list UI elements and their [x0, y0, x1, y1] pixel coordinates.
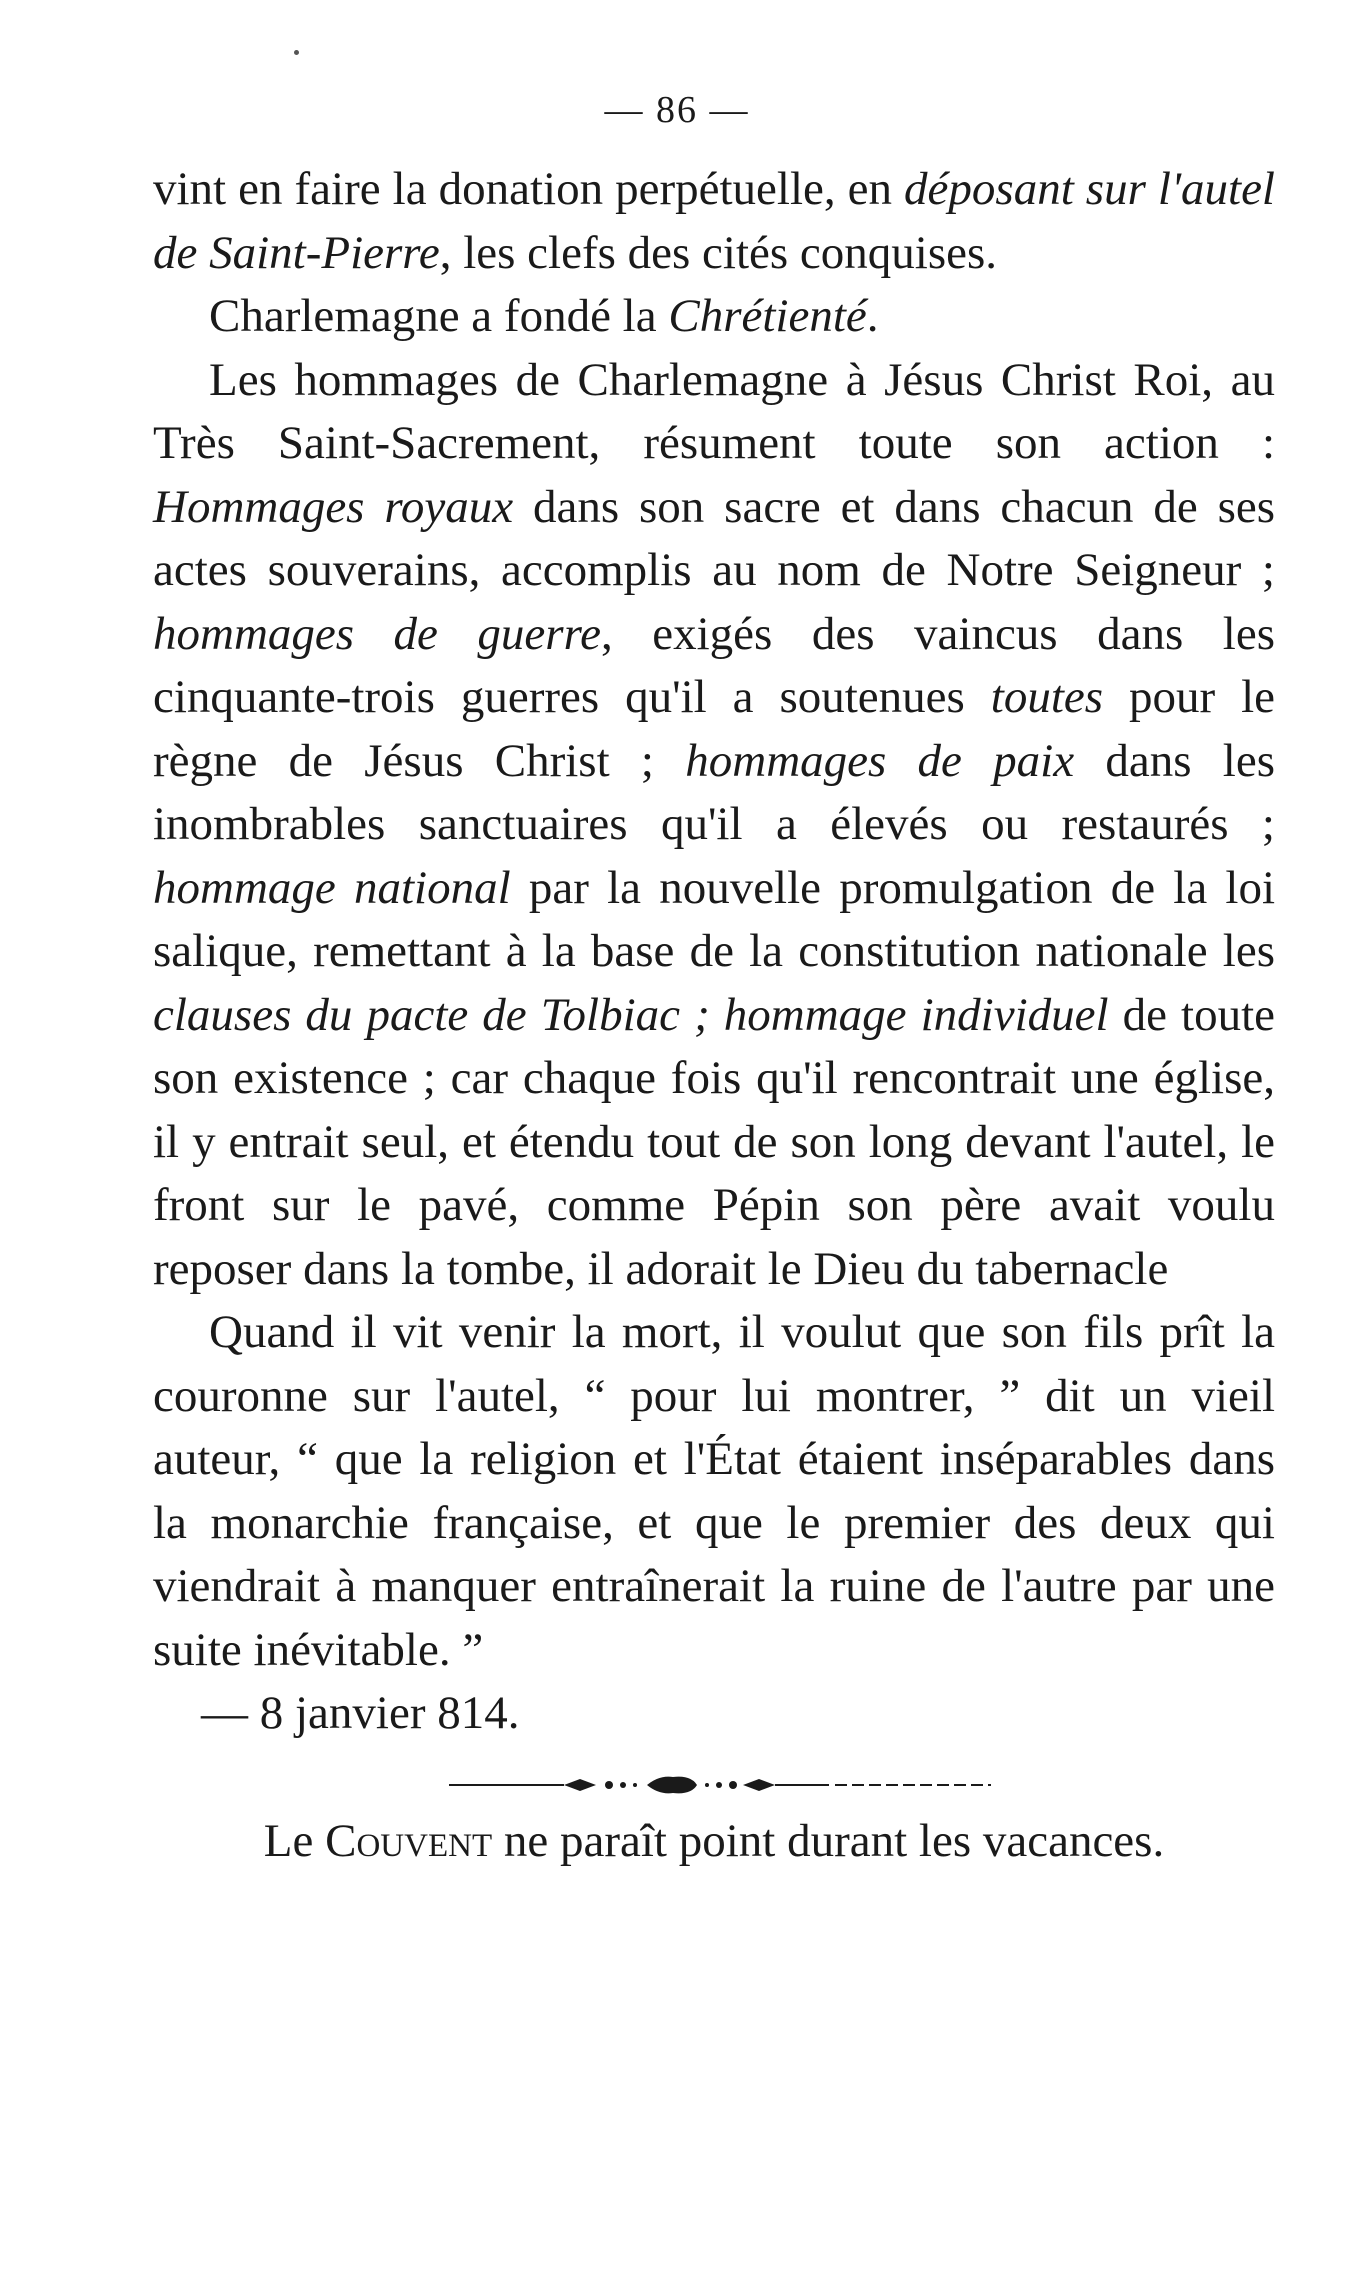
paragraph-2: [153, 285, 1275, 349]
italic-phrase: toutes: [990, 671, 1104, 723]
text-run: de toute son existence ; car chaque fois qu'il rencontrait une église, il y entrait seul, et étendu tout de son long devant l'autel, le front sur le pavé, comme Pépin son père avait voulu reposer dans la tombe, il adorait le Dieu du tabernacle: [153, 988, 1275, 1295]
text-run: , les clefs des cités conquises.: [439, 226, 998, 279]
date-line: — 8 janvier 814.: [201, 1687, 520, 1739]
page-number: — 86 —: [604, 89, 750, 131]
text-run: Quand il vit venir la mort, il voulut que son fils prît la couronne sur l'autel, “ pour lui montrer, ” dit un vieil auteur, “ que la religion et l'État étaient inséparables dans la monarchie française, et que le premier des deux qui viendrait à manquer entraînerait la ruine de l'autre par une suite inévitable. ”: [153, 1306, 1275, 1676]
text-run: , exigés des vaincus dans les cinquante-trois guerres qu'il a soutenues: [153, 607, 1275, 723]
notice-couvent: Couvent: [325, 1814, 493, 1867]
italic-phrase: Hommages royaux: [153, 480, 514, 533]
text-run: .: [866, 290, 879, 342]
ornamental-rule: [449, 1774, 991, 1796]
text-run: par la nouvelle promulgation de la loi salique, remettant à la base de la constitution nationale les: [153, 861, 1275, 977]
italic-phrase: Chrétienté: [668, 290, 867, 342]
italic-phrase: clauses du pacte de Tolbiac ; hommage individuel: [153, 988, 1109, 1041]
notice-line: [153, 1810, 1275, 1874]
paragraph-3: [153, 349, 1275, 1302]
notice-after: ne paraît point durant les vacances.: [492, 1814, 1165, 1867]
paragraph-1: [153, 158, 1275, 285]
italic-phrase: hommage national: [153, 861, 511, 914]
paragraph-4: [153, 1301, 1275, 1682]
text-run: dans les inombrables sanctuaires qu'il a élevés ou restaurés ;: [153, 734, 1275, 850]
ink-speck: [294, 50, 299, 55]
text-run: Charlemagne a fondé la: [209, 290, 669, 342]
italic-phrase: hommages de guerre: [153, 607, 601, 660]
text-run: vint en faire la donation perpétuelle, en: [153, 163, 905, 215]
body-text: [153, 158, 1275, 1873]
text-run: pour le règne de Jésus Christ ;: [153, 671, 1276, 787]
notice-before: Le: [263, 1814, 326, 1867]
italic-phrase: hommages de paix: [685, 734, 1075, 787]
text-run: dans son sacre et dans chacun de ses actes souverains, accomplis au nom de Notre Seigneur ;: [153, 480, 1276, 596]
italic-phrase: déposant sur l'autel de Saint-Pierre: [153, 163, 1275, 279]
text-run: Les hommages de Charlemagne à Jésus Christ Roi, au Très Saint-Sacrement, résument toute son action :: [153, 353, 1275, 469]
